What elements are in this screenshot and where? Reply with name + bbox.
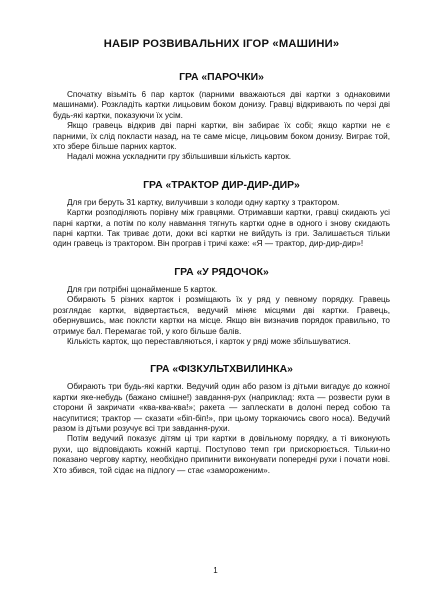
paragraph: Якщо гравець відкрив дві парні картки, він забирає їх собі; якщо картки не є парними, їх слід покласти назад, на те саме місце, лицьовим боком донизу. Виграє той, хто збере більше парних карток.: [53, 121, 390, 152]
section-heading: ГРА «ТРАКТОР ДИР-ДИР-ДИР»: [143, 179, 300, 191]
section-traktor: [53, 180, 390, 250]
page-title: НАБІР РОЗВИВАЛЬНИХ ІГОР «МАШИНИ»: [103, 38, 340, 50]
section-fizkultkhvylynka: [53, 364, 390, 476]
paragraph: Спочатку візьміть 6 пар карток (парними вважаються дві картки з однаковими машинами). Розкладіть картки лицьовим боком донизу. Гравці відкривають по черзі дві будь-які картки, показуючи їх усім.: [53, 90, 390, 120]
paragraph: Для гри беруть 31 картку, вилучивши з колоди одну картку з трактором.: [67, 197, 340, 207]
section-heading: ГРА «ПАРОЧКИ»: [179, 72, 264, 83]
paragraph: Потім ведучий показує дітям ці три картки в довільному порядку, а ті виконують рухи, що відповідають кожній картці. Поступово темп гри прискорюється. Тільки-но показано чергову картку, необхідно припинити виконувати попередні рухи і почати нові. Хто збився, той сідає на підлогу — стає «замороженим».: [53, 434, 390, 475]
paragraph: Надалі можна ускладнити гру збільшивши кількість карток.: [67, 152, 292, 162]
paragraph: Обирають три будь-які картки. Ведучий один або разом із дітьми вигадує до кожної картки яке-небудь (бажано смішне!) завдання-рух (наприклад: яхта — розвести руки в сторони й закричати «ква-ква-ква!»; ракета — заплескати в долоні перед собою та насупитися; трактор — сказати «біп-біп!», при цьому торкаючись свого носа). Ведучий разом із дітьми розучує всі три завдання-рухи.: [53, 382, 390, 433]
section-heading: ГРА «ФІЗКУЛЬТХВИЛИНКА»: [150, 364, 293, 376]
section-parochky: [53, 72, 390, 163]
paragraph: Для гри потрібні щонайменше 5 карток.: [67, 284, 218, 294]
paragraph: Картки розподіляють порівну між гравцями. Отримавши картки, гравці скидають усі парні картки, а потім по колу навмання тягнуть картки одне в одного і знову скидають парні картки. Так триває доти, доки всі картки не вийдуть із гри. Залишається тільки один гравець із трактором. Він програв і тричі каже: «Я — трактор, дир-дир-дир»!: [53, 208, 390, 249]
section-heading: ГРА «У РЯДОЧОК»: [174, 266, 269, 278]
page-number: 1: [213, 566, 218, 575]
paragraph: Обирають 5 різних карток і розміщають їх у ряд у певному порядку. Гравець розглядає картки, відвертається, ведучий міняє місцями дві картки. Гравець, обернувшись, має поклсти картки на місце. Якщо він визначив порядок правильно, то отримує бал. Перемагає той, у кого більше балів.: [53, 295, 390, 336]
paragraph: Кількість карток, що переставляються, і карток у ряді може збільшуватися.: [67, 336, 351, 346]
section-u-riadochok: [53, 267, 390, 347]
